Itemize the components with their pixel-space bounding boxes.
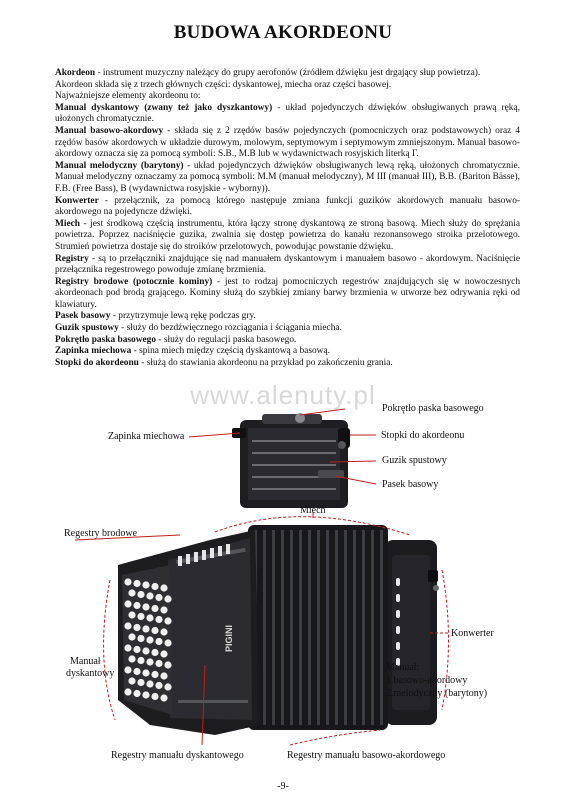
definition: - jest to rodzaj pomocniczych regestrów znajdujących się w nowoczesnych akordeonach pod brodą grającego. Kominy służą do szybkiej zmiany barwy brzmienia w utworze bez odrywania ręki od klawiatury. bbox=[55, 276, 521, 310]
term: Manual dyskantowy (zwany też jako dyszkantowy) bbox=[55, 102, 273, 113]
treble-button bbox=[137, 591, 144, 598]
term: Registry brodowe (potocznie kominy) bbox=[55, 276, 213, 287]
label-pasek-basowy: Pasek basowy bbox=[382, 479, 439, 490]
treble-button bbox=[164, 683, 171, 690]
label-regestry-manualu-basowo-akordowego: Regestry manuału basowo-akordowego bbox=[287, 750, 446, 761]
label-regestry-manualu-dyskantowego: Regestry manuału dyskantowego bbox=[111, 750, 244, 761]
definition: - służy do regulacji paska basowego. bbox=[156, 334, 297, 345]
treble-button bbox=[151, 627, 158, 634]
treble-button bbox=[124, 688, 131, 695]
treble-button bbox=[151, 583, 158, 590]
accordion-main-photo bbox=[118, 525, 439, 735]
term: Guzik spustowy bbox=[55, 323, 119, 334]
treble-button bbox=[151, 605, 158, 612]
treble-button bbox=[142, 581, 149, 588]
term: Pokrętło paska basowego bbox=[55, 334, 157, 345]
label-stopki-do-akordeonu: Stopki do akordeonu bbox=[381, 430, 465, 441]
treble-button bbox=[137, 635, 144, 642]
treble-button bbox=[151, 671, 158, 678]
treble-button bbox=[155, 594, 162, 601]
definition: - składa się z 2 rzędów basów pojedynczych (pomocniczych oraz podstawowych) oraz 4 rzędów basów akordowych w układzie durowym, molowym, septymowym i septymowym zmniejszonym. Manual basowo-akordowy oznacza się za pomocą symboli: S.B., M.B lub w wydawnictwach rosyjskich literką Г. bbox=[55, 125, 521, 160]
definition: - spina miech między częścią dyskantową a basową. bbox=[131, 346, 330, 357]
definition: - instrument muzyczny należący do grupy aerofonów (źródłem dźwięku jest drgający słup powietrza). bbox=[95, 68, 481, 78]
treble-button bbox=[128, 677, 135, 684]
treble-button bbox=[155, 616, 162, 623]
definition: - jest środkową częścią instrumentu, która łączy stronę dyskantową ze stroną basową. Miech służy do sprężania powietrza. Poprzez naciśnięcie guzika, zwalnia się dostęp powietrza do kanału rezonansowego stroika przelotowego. Strumień powietrza dostaje się do stroików przelotowych, powodując powstanie dźwięku. bbox=[55, 218, 520, 252]
term: Manual basowo-akordowy bbox=[55, 125, 164, 136]
term: Pasek basowy bbox=[55, 311, 111, 322]
treble-button bbox=[151, 649, 158, 656]
definition: - służy do bezdźwięcznego rozciągania i ściągania miecha. bbox=[118, 323, 342, 334]
definition: - przytrzymuje lewą rękę podczas gry. bbox=[110, 311, 256, 322]
treble-button bbox=[146, 614, 153, 621]
definition: - układ pojedynczych dźwięków obsługiwanych lewą ręką, ułożonych chromatycznie. Manuał melodyczny oznaczamy za pomocą symboli: M.M (manuał melodyczny), M III (manuał III), B.B. (Bariton Bässe), F.B. (Free Bass), B (wydawnictwa rosyjskie - wyborny)). bbox=[55, 160, 520, 194]
treble-button bbox=[160, 606, 167, 613]
treble-button bbox=[160, 672, 167, 679]
label-konwerter: Konwerter bbox=[451, 628, 494, 639]
treble-button bbox=[155, 638, 162, 645]
label-manual-line1: Manuał: bbox=[386, 662, 420, 673]
term: Zapinka miechowa bbox=[55, 346, 132, 357]
term: Miech bbox=[55, 218, 80, 229]
treble-button bbox=[128, 611, 135, 618]
term: Manual melodyczny (barytony) bbox=[55, 160, 184, 171]
treble-button bbox=[137, 657, 144, 664]
treble-button bbox=[151, 693, 158, 700]
definition: Akordeon składa się z trzech głównych części: dyskantowej, miecha oraz części basowej. bbox=[55, 79, 392, 90]
treble-button bbox=[137, 679, 144, 686]
label-regestry-brodowe: Regestry brodowe bbox=[64, 528, 138, 539]
label-manual-dyskantowy-line2: dyskantowy bbox=[66, 668, 115, 679]
treble-button bbox=[133, 624, 140, 631]
treble-button bbox=[142, 603, 149, 610]
label-manual-line3: 2.melodyczny (barytony) bbox=[386, 688, 488, 699]
treble-button bbox=[155, 682, 162, 689]
treble-button bbox=[160, 694, 167, 701]
definition: - przełącznik, za pomocą którego następuje zmiana funkcji guzików akordowych manuału basowo-akordowego na pojedyncze dźwięki. bbox=[55, 195, 520, 218]
label-miech: Miech bbox=[300, 505, 326, 516]
page-title: BUDOWA AKORDEONU bbox=[173, 22, 393, 43]
treble-button bbox=[133, 580, 140, 587]
treble-button bbox=[133, 646, 140, 653]
label-guzik-spustowy: Guzik spustowy bbox=[382, 455, 447, 466]
treble-button bbox=[128, 655, 135, 662]
treble-button bbox=[164, 617, 171, 624]
definition: Najważniejsze elementy akordeonu to: bbox=[55, 91, 201, 102]
brand-logo: PIGINI bbox=[224, 624, 234, 652]
term: Stopki do akordeonu bbox=[55, 357, 139, 368]
treble-button bbox=[155, 660, 162, 667]
treble-button bbox=[124, 578, 131, 585]
label-manual-line2: 1.basowo-akordowy bbox=[386, 675, 468, 686]
bass-side-detail-photo bbox=[232, 413, 350, 508]
treble-button bbox=[164, 661, 171, 668]
treble-button bbox=[160, 584, 167, 591]
page-number: -9- bbox=[277, 781, 289, 792]
treble-button bbox=[142, 625, 149, 632]
treble-button bbox=[137, 613, 144, 620]
treble-button bbox=[124, 622, 131, 629]
term: Konwerter bbox=[55, 195, 99, 206]
definition: - układ pojedynczych dźwięków obsługiwanych prawą ręką, ułożonych chromatycznie. bbox=[55, 102, 520, 125]
treble-button bbox=[142, 691, 149, 698]
treble-button bbox=[164, 595, 171, 602]
treble-button bbox=[128, 633, 135, 640]
treble-button bbox=[142, 647, 149, 654]
treble-button bbox=[128, 589, 135, 596]
term: Akordeon bbox=[55, 68, 96, 78]
watermark: www.alenuty.pl bbox=[190, 380, 376, 410]
treble-button bbox=[124, 644, 131, 651]
treble-button bbox=[146, 636, 153, 643]
treble-button bbox=[160, 628, 167, 635]
treble-button bbox=[160, 650, 167, 657]
definition: - służą do stawiania akordeonu na przykład po zakończeniu grania. bbox=[138, 357, 393, 368]
treble-button bbox=[146, 680, 153, 687]
treble-button bbox=[133, 602, 140, 609]
treble-button bbox=[124, 666, 131, 673]
treble-button bbox=[164, 639, 171, 646]
treble-button bbox=[133, 668, 140, 675]
label-pokretlo-paska-basowego: Pokrętło paska basowego bbox=[382, 403, 484, 414]
term: Registry bbox=[55, 253, 89, 264]
treble-button bbox=[146, 592, 153, 599]
label-zapinka-miechowa: Zapinka miechowa bbox=[108, 431, 185, 442]
treble-button bbox=[142, 669, 149, 676]
label-manual-dyskantowy-line1: Manuał bbox=[70, 656, 101, 667]
definition: - są to przełączniki znajdujące się nad manuałem dyskantowym i manuałem basowo - akordowym. Naciśnięcie przełącznika regestrowego powoduje zmianę brzmienia. bbox=[55, 253, 520, 276]
treble-button bbox=[146, 658, 153, 665]
treble-button bbox=[133, 690, 140, 697]
treble-button bbox=[124, 600, 131, 607]
